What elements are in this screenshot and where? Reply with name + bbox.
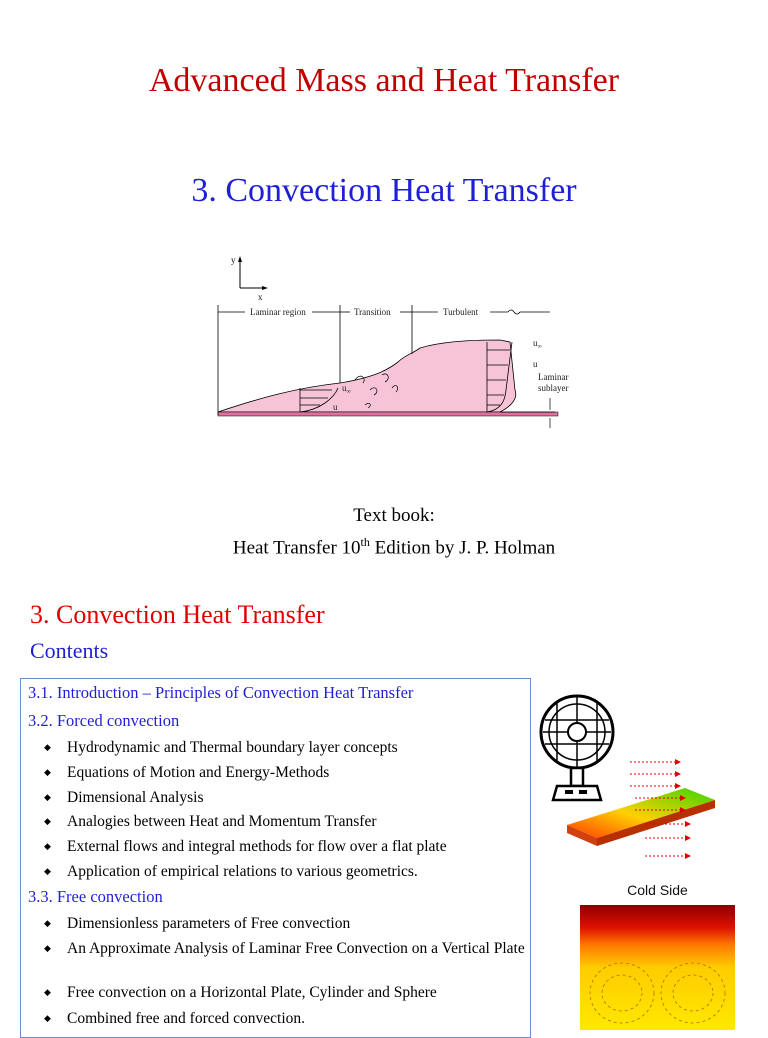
list-item: ◆ Combined free and forced convection.: [44, 1010, 306, 1027]
axis-x-label: x: [258, 292, 263, 302]
bullet-icon: ◆: [44, 866, 51, 876]
list-item: ◆ An Approximate Analysis of Laminar Free Convection on a Vertical Plate: [44, 940, 525, 957]
bullet-icon: ◆: [44, 918, 51, 928]
axis-y-label: y: [231, 255, 236, 265]
list-item: ◆ Dimensional Analysis: [44, 789, 204, 806]
section-3-1: 3.1. Introduction – Principles of Convection Heat Transfer: [28, 683, 414, 702]
section-3-3: 3.3. Free convection: [28, 887, 163, 906]
bullet-icon: ◆: [44, 742, 51, 752]
bullet-icon: ◆: [44, 987, 51, 997]
flat-plate: [218, 412, 558, 416]
list-item: ◆ Application of empirical relations to various geometrics.: [44, 863, 418, 880]
label-sublayer-1: Laminar: [538, 372, 569, 382]
bullet-icon: ◆: [44, 943, 51, 953]
bullet-icon: ◆: [44, 816, 51, 826]
textbook-label: Text book:: [353, 505, 435, 526]
fluid-region: [218, 340, 516, 412]
natural-convection-cavity: [580, 905, 735, 1030]
bullet-icon: ◆: [44, 767, 51, 777]
list-item: ◆ Equations of Motion and Energy-Methods: [44, 764, 330, 781]
label-u-inf-2: $u_\infty$: [533, 338, 542, 350]
label-transition: Transition: [354, 307, 391, 317]
label-u-1: u: [333, 402, 338, 412]
label-turbulent: Turbulent: [443, 307, 479, 317]
contents-box: [20, 678, 531, 1038]
contents-heading: Contents: [30, 638, 109, 663]
xy-axes: [231, 255, 268, 302]
electric-fan-icon: [541, 696, 613, 800]
bullet-icon: ◆: [44, 841, 51, 851]
bullet-icon: ◆: [44, 1013, 51, 1023]
textbook-reference: [0, 502, 768, 561]
section-title: 3. Convection Heat Transfer: [30, 600, 325, 629]
bullet-icon: ◆: [44, 792, 51, 802]
label-sublayer-2: sublayer: [538, 383, 569, 393]
list-item: ◆ Hydrodynamic and Thermal boundary layer concepts: [44, 739, 398, 756]
chapter-title: 3. Convection Heat Transfer: [191, 172, 577, 209]
cold-side-label: Cold Side: [627, 882, 688, 898]
forced-convection-illustration: [535, 690, 715, 870]
list-item: ◆ Analogies between Heat and Momentum Transfer: [44, 813, 377, 830]
textbook-citation: Heat Transfer 10th Edition by J. P. Holman: [232, 535, 556, 559]
course-title: Advanced Mass and Heat Transfer: [148, 62, 620, 99]
list-item: ◆ Free convection on a Horizontal Plate, Cylinder and Sphere: [44, 984, 437, 1001]
section-3-2: 3.2. Forced convection: [28, 711, 180, 730]
label-u-inf-1: $u_\infty$: [342, 383, 351, 395]
label-u-2: u: [533, 359, 538, 369]
label-laminar-region: Laminar region: [250, 307, 306, 317]
list-item: ◆ External flows and integral methods for flow over a flat plate: [44, 838, 447, 855]
list-item: ◆ Dimensionless parameters of Free convection: [44, 915, 351, 932]
boundary-layer-figure: [200, 250, 570, 435]
